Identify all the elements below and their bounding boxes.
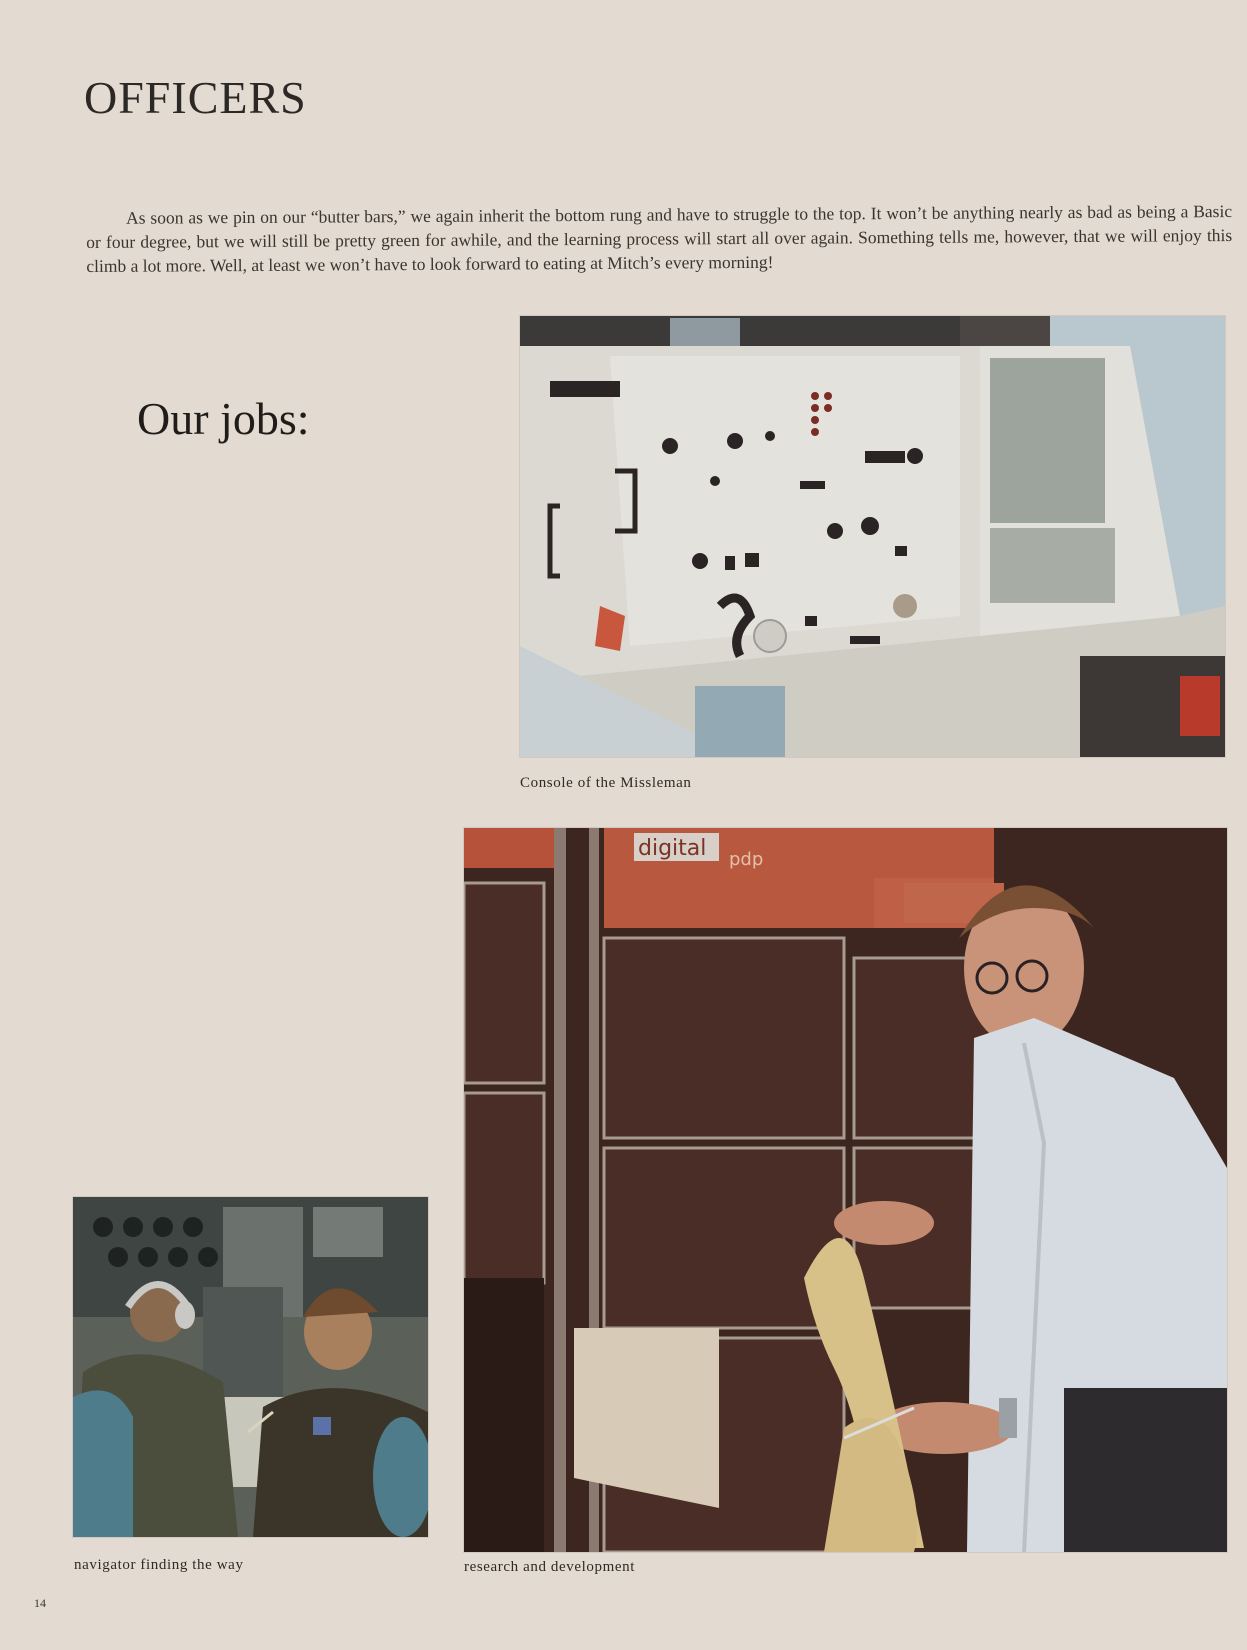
cockpit-navigator-photo [73, 1197, 428, 1537]
photo-caption: research and development [464, 1559, 635, 1575]
computer-printout-photo [464, 828, 1227, 1552]
missile-console-photo [520, 316, 1225, 757]
photo-caption: navigator finding the way [74, 1557, 244, 1573]
pdp-sign-text: pdp [729, 849, 764, 870]
page-title: OFFICERS [84, 71, 307, 123]
photo-caption: Console of the Missleman [520, 775, 692, 791]
digital-sign-text: digital [638, 836, 707, 861]
section-subheading: Our jobs: [137, 393, 310, 444]
intro-paragraph: As soon as we pin on our “butter bars,” we again inherit the bottom rung and have to struggle to the top. It won’t be anything nearly as bad as being a Basic or four degree, but we will still be pretty green for awhile, and the learning process will start all over again. Something tells me, however, that we will enjoy this climb a lot more. Well, at least we won’t have to look forward to eating at Mitch’s every morning! [86, 200, 1233, 276]
page-number: 14 [34, 1596, 46, 1610]
